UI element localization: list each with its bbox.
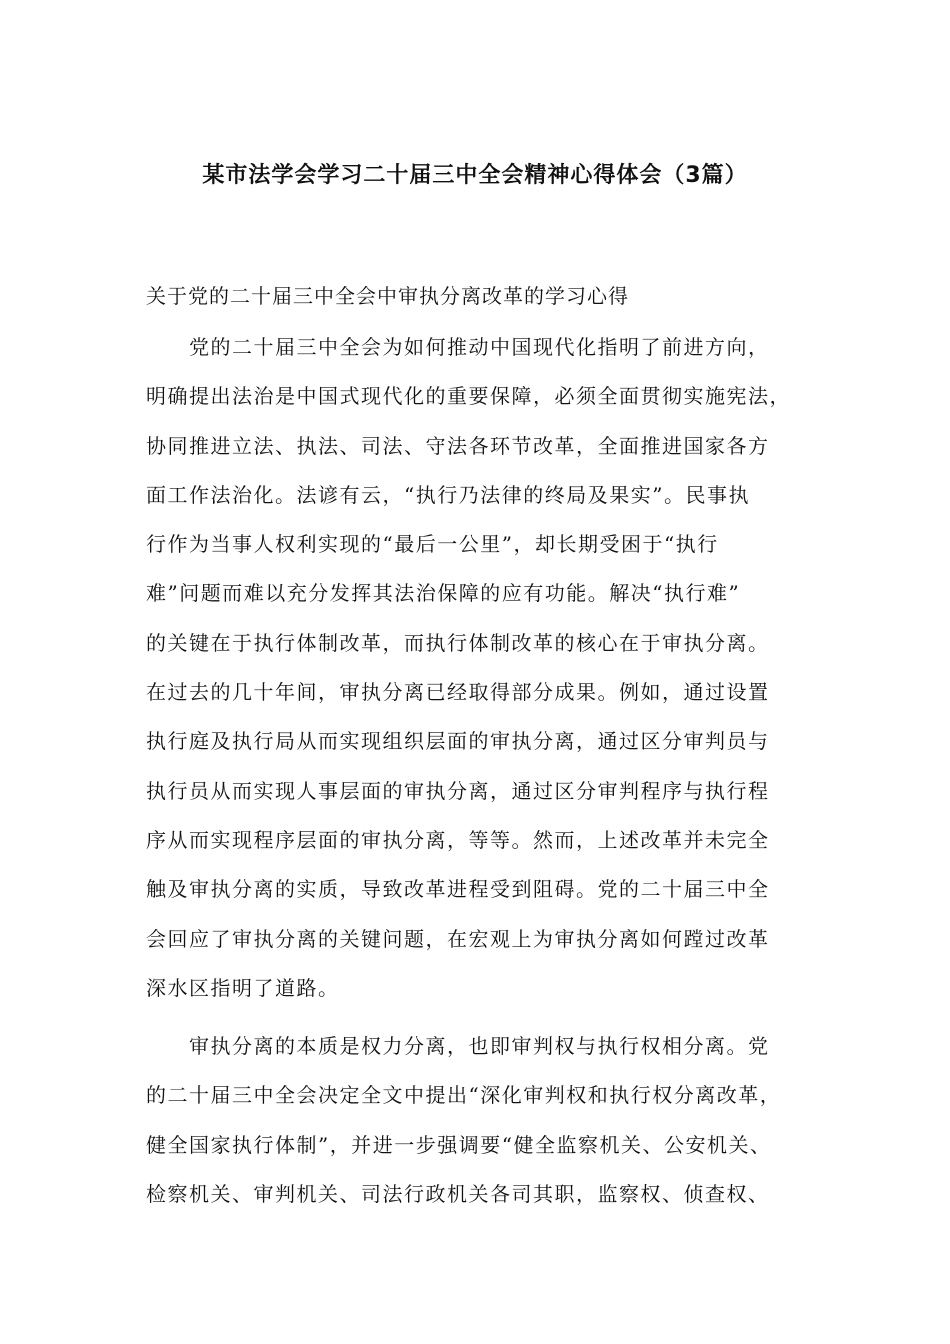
- text-line: 检察机关、审判机关、司法行政机关各司其职，监察权、侦查权、: [146, 1181, 770, 1206]
- section-heading: 关于党的二十届三中全会中审执分离改革的学习心得: [146, 284, 629, 308]
- text-line: 健全国家执行体制”，并进一步强调要“健全监察机关、公安机关、: [146, 1132, 772, 1157]
- document-title: 某市法学会学习二十届三中全会精神心得体会（3篇）: [202, 163, 748, 188]
- text-line: 会回应了审执分离的关键问题，在宏观上为审执分离如何蹚过改革: [146, 926, 770, 951]
- text-line: 协同推进立法、执法、司法、守法各环节改革，全面推进国家各方: [146, 433, 770, 458]
- text-line: 序从而实现程序层面的审执分离，等等。然而，上述改革并未完全: [146, 827, 770, 852]
- text-line: 面工作法治化。法谚有云，“执行乃法律的终局及果实”。民事执: [146, 482, 750, 507]
- text-line: 审执分离的本质是权力分离，也即审判权与执行权相分离。党: [146, 1034, 770, 1058]
- text-line: 触及审执分离的实质，导致改革进程受到阻碍。党的二十届三中全: [146, 877, 770, 902]
- text-line: 的二十届三中全会决定全文中提出“深化审判权和执行权分离改革，: [146, 1083, 782, 1108]
- text-line: 在过去的几十年间，审执分离已经取得部分成果。例如，通过设置: [146, 680, 770, 705]
- text-line: 深水区指明了道路。: [146, 975, 340, 1000]
- text-line: 难”问题而难以充分发挥其法治保障的应有功能。解决“执行难”: [146, 581, 741, 606]
- paragraph-1: [146, 323, 810, 1013]
- text-line: 明确提出法治是中国式现代化的重要保障，必须全面贯彻实施宪法，: [146, 384, 791, 409]
- text-line: 执行员从而实现人事层面的审执分离，通过区分审判程序与执行程: [146, 778, 770, 803]
- paragraph-2: [146, 1022, 810, 1219]
- text-line: 行作为当事人权利实现的“最后一公里”，却长期受困于“执行: [146, 532, 719, 557]
- text-line: 执行庭及执行局从而实现组织层面的审执分离，通过区分审判员与: [146, 729, 770, 754]
- text-line: 党的二十届三中全会为如何推动中国现代化指明了前进方向，: [146, 335, 770, 359]
- text-line: 的关键在于执行体制改革，而执行体制改革的核心在于审执分离。: [146, 630, 770, 655]
